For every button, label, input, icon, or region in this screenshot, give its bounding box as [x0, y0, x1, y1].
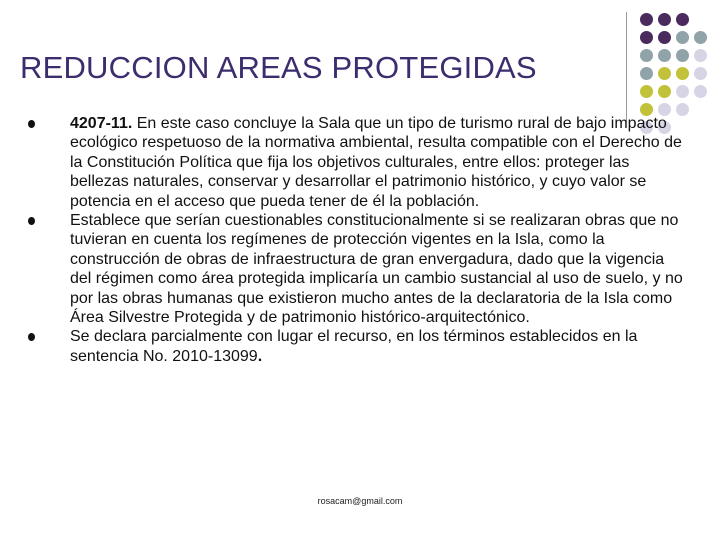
bullet-item-constitutional-concerns: [28, 211, 688, 327]
decorative-dot: [658, 67, 671, 80]
footer-email: rosacam@gmail.com: [317, 496, 403, 506]
decorative-dot: [640, 49, 653, 62]
bullet-end-period: .: [257, 347, 263, 365]
decorative-dot: [676, 49, 689, 62]
decorative-dot: [640, 85, 653, 98]
bullet-item-partial-ruling: [28, 327, 688, 366]
slide-title: REDUCCION AREAS PROTEGIDAS: [20, 50, 537, 85]
decorative-dot: [640, 31, 653, 44]
bullet-list: [28, 114, 688, 366]
decorative-dot: [676, 31, 689, 44]
decorative-dot: [676, 13, 689, 26]
bullet-marker: [28, 120, 35, 128]
bullet-item-ruling-4207: [28, 114, 688, 211]
decorative-dot: [640, 13, 653, 26]
bullet-marker: [28, 217, 35, 225]
bullet-text: Establece que serían cuestionables constitucionalmente si se realizaran obras que no tuvieran en cuenta los regímenes de protección vigentes en la Isla, como la construcción de obras de infraestructura de gran envergadura, dado que la vigencia del régimen como área protegida implicaría un cambio sustancial al uso de suelo, y no por las obras humanas que existieron mucho antes de la declaratoria de la Isla como Área Silvestre Protegida y de patrimonio histórico-arquitectónico.: [70, 212, 683, 327]
decorative-dot: [676, 85, 689, 98]
decorative-dot: [658, 31, 671, 44]
decorative-dot: [694, 49, 707, 62]
bullet-text: En este caso concluye la Sala que un tipo de turismo rural de bajo impacto ecológico respetuoso de la normativa ambiental, resulta compatible con el Derecho de la Constitución Política que fija los objetivos culturales, entre ellos: proteger las bellezas naturales, conservar y desarrollar el patrimonio histórico, y cuyo valor se potencia en el acceso que pueda tener de él la población.: [70, 115, 682, 210]
bullet-marker: [28, 333, 35, 341]
ruling-number: 4207-11.: [70, 115, 133, 132]
decorative-dot: [658, 13, 671, 26]
decorative-dot: [694, 31, 707, 44]
decorative-dot: [658, 85, 671, 98]
bullet-text: Se declara parcialmente con lugar el recurso, en los términos establecidos en la sentencia No. 2010-13099: [70, 328, 638, 365]
decorative-dot: [676, 67, 689, 80]
decorative-dot: [658, 49, 671, 62]
decorative-dot: [640, 67, 653, 80]
decorative-dot: [694, 85, 707, 98]
decorative-dot: [694, 67, 707, 80]
